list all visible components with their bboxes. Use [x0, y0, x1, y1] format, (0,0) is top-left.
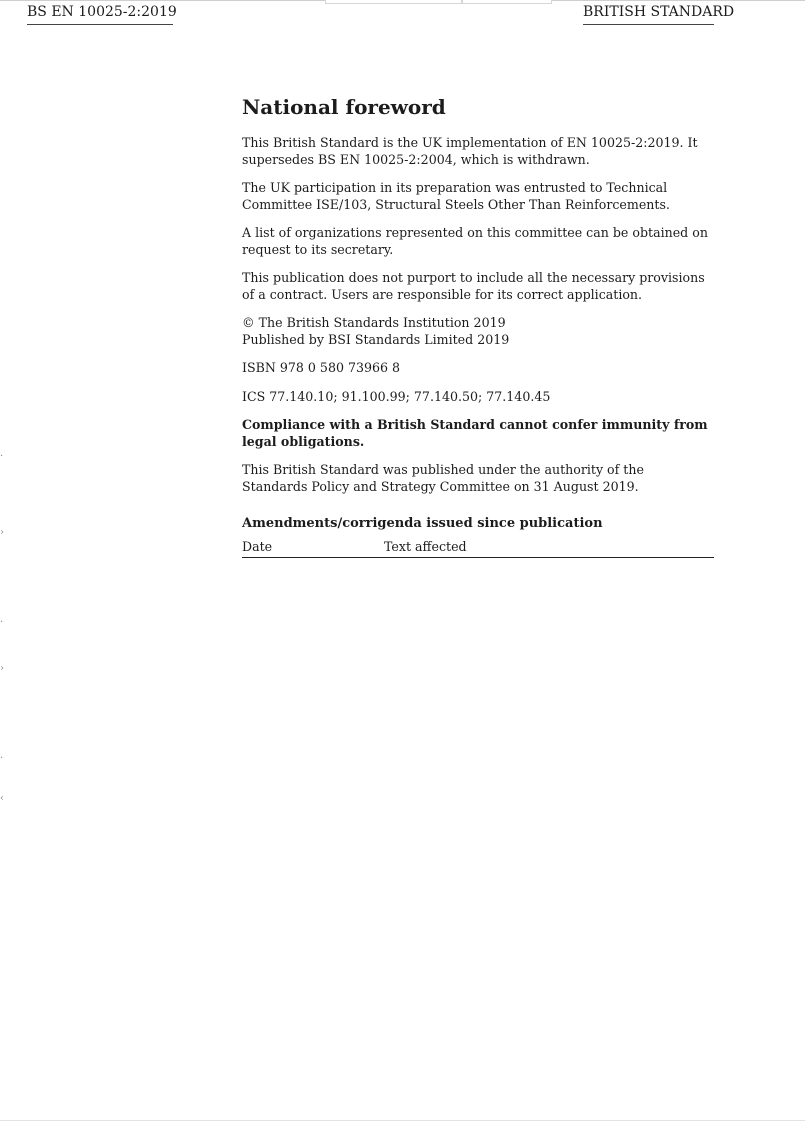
edge-mark: ‹	[0, 793, 4, 804]
top-edge-tab	[325, 0, 462, 4]
paragraph-line: Committee ISE/103, Structural Steels Other Than Reinforcements.	[242, 196, 670, 212]
paragraph-line: ISBN 978 0 580 73966 8	[242, 360, 401, 375]
edge-mark: ·	[0, 617, 4, 628]
foreword-paragraph	[242, 225, 716, 258]
amendments-title: Amendments/corrigenda issued since publication	[242, 516, 603, 531]
paragraph-line: Published by BSI Standards Limited 2019	[242, 331, 510, 347]
foreword-paragraph	[242, 389, 716, 406]
amendments-text-header: Text affected	[384, 539, 467, 554]
foreword-paragraph	[242, 180, 716, 213]
top-edge-tab	[462, 0, 552, 4]
edge-mark: ·	[0, 451, 4, 462]
paragraph-line: request to its secretary.	[242, 241, 394, 257]
foreword-paragraph	[242, 462, 716, 495]
header-standard-number: BS EN 10025-2:2019	[27, 2, 173, 25]
paragraph-line: This British Standard was published under the authority of the	[242, 462, 644, 477]
paragraph-line: ICS 77.140.10; 91.100.99; 77.140.50; 77.140.45	[242, 388, 551, 404]
paragraph-line: Compliance with a British Standard cannot confer immunity from	[242, 417, 708, 432]
edge-mark: ›	[0, 663, 4, 674]
foreword-paragraph	[242, 315, 716, 348]
amendments-table	[242, 538, 714, 558]
paragraph-line: legal obligations.	[242, 433, 365, 449]
foreword-paragraph	[242, 360, 716, 377]
paragraph-line: supersedes BS EN 10025-2:2004, which is withdrawn.	[242, 151, 590, 167]
edge-mark: ·	[0, 753, 4, 764]
page-bottom-border	[0, 1120, 805, 1121]
paragraph-line: The UK participation in its preparation was entrusted to Technical	[242, 180, 668, 195]
foreword-paragraphs	[242, 135, 716, 495]
foreword-paragraph	[242, 270, 716, 303]
foreword-content	[242, 93, 716, 558]
page-title: National foreword	[242, 95, 446, 119]
foreword-paragraph	[242, 135, 716, 168]
foreword-paragraph	[242, 417, 716, 450]
paragraph-line: A list of organizations represented on this committee can be obtained on	[242, 225, 708, 240]
paragraph-line: This British Standard is the UK implementation of EN 10025-2:2019. It	[242, 135, 698, 150]
paragraph-line: Standards Policy and Strategy Committee on 31 August 2019.	[242, 478, 639, 494]
paragraph-line: of a contract. Users are responsible for its correct application.	[242, 286, 643, 302]
edge-mark: ›	[0, 527, 4, 538]
header-british-standard: BRITISH STANDARD	[583, 2, 714, 25]
amendments-date-header: Date	[242, 539, 273, 554]
paragraph-line: © The British Standards Institution 2019	[242, 315, 506, 330]
paragraph-line: This publication does not purport to include all the necessary provisions	[242, 270, 705, 285]
